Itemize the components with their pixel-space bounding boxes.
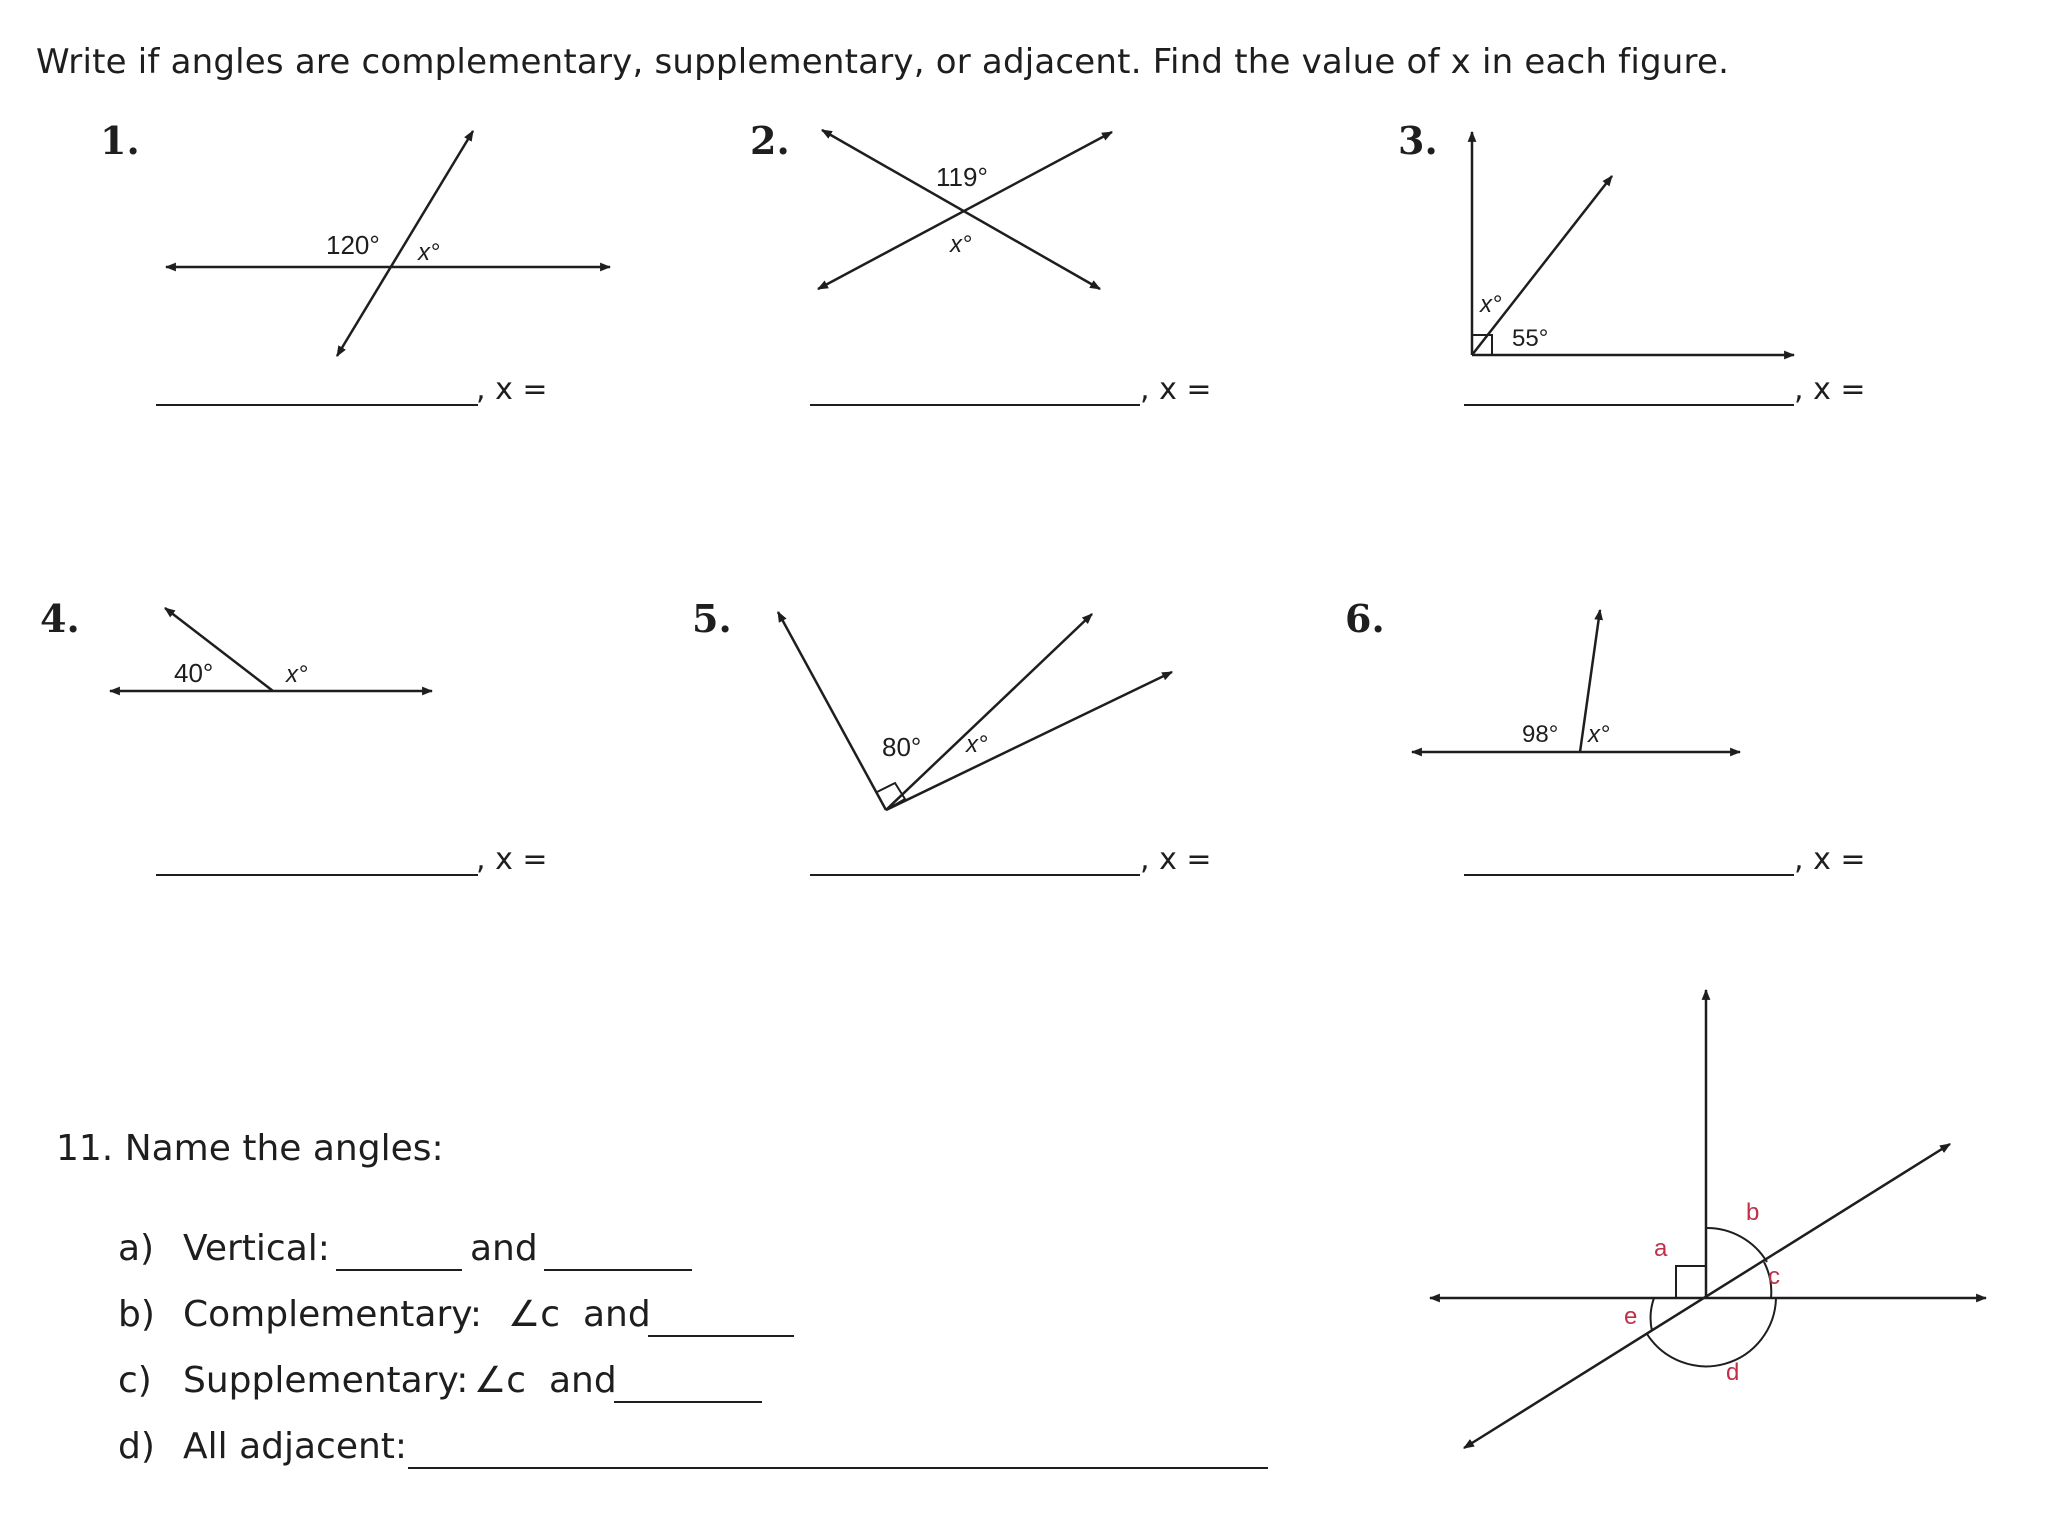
figure-6 xyxy=(1412,610,1740,752)
q11-arc-e xyxy=(1651,1298,1654,1331)
answer-1-x: , x = xyxy=(476,372,548,407)
fig5-ray-left xyxy=(778,612,886,810)
fig5-ray-right xyxy=(886,672,1172,810)
q11-arc-d xyxy=(1647,1298,1776,1366)
answer-2-x: , x = xyxy=(1140,372,1212,407)
q11-d-text: All adjacent: xyxy=(183,1426,408,1467)
q11-label-c: c xyxy=(1768,1263,1780,1290)
q11-arc-b xyxy=(1706,1228,1767,1262)
figure-1 xyxy=(166,131,610,356)
question-11-title: 11. Name the angles: xyxy=(56,1128,444,1169)
fig4-label-x: x° xyxy=(286,661,308,688)
fig5-ray-middle xyxy=(886,614,1092,810)
q11-label-b: b xyxy=(1746,1199,1760,1226)
problem-1-number: 1. xyxy=(100,118,140,163)
q11-c-mid: ∠c and xyxy=(474,1360,617,1401)
q11-b-mid: ∠c and xyxy=(508,1294,651,1335)
q11-a-letter: a) xyxy=(118,1228,155,1269)
problem-3-number: 3. xyxy=(1398,118,1438,163)
fig3-label-x: x° xyxy=(1480,291,1502,318)
q11-b-text: Complementary: xyxy=(183,1294,483,1335)
fig1-label-120: 120° xyxy=(326,230,380,260)
figure-2 xyxy=(818,130,1112,289)
q11-diagram xyxy=(1430,990,1986,1448)
fig3-label-55: 55° xyxy=(1512,325,1549,352)
q11-label-a: a xyxy=(1654,1235,1668,1262)
fig2-label-x: x° xyxy=(950,231,972,258)
fig5-label-80: 80° xyxy=(882,732,922,762)
problem-6-number: 6. xyxy=(1345,596,1385,641)
fig5-label-x: x° xyxy=(966,731,988,758)
fig6-label-98: 98° xyxy=(1522,721,1559,748)
fig2-label-119: 119° xyxy=(936,162,988,192)
figure-3 xyxy=(1472,132,1794,355)
answer-3-x: , x = xyxy=(1794,372,1866,407)
q11-a-text: Vertical: xyxy=(183,1228,330,1269)
q11-c-text: Supplementary: xyxy=(183,1360,469,1401)
answer-5-x: , x = xyxy=(1140,842,1212,877)
problem-4-number: 4. xyxy=(40,596,80,641)
fig4-label-40: 40° xyxy=(174,658,214,688)
q11-right-angle-mark xyxy=(1676,1266,1706,1298)
answer-blank-lines xyxy=(156,405,1794,1468)
q11-label-e: e xyxy=(1624,1303,1638,1330)
q11-label-d: d xyxy=(1726,1359,1740,1386)
fig6-label-x: x° xyxy=(1588,721,1610,748)
q11-a-mid: and xyxy=(470,1228,538,1269)
fig2-line-b xyxy=(818,132,1112,289)
q11-d-letter: d) xyxy=(118,1426,155,1467)
figure-4 xyxy=(110,608,432,691)
answer-6-x: , x = xyxy=(1794,842,1866,877)
q11-c-letter: c) xyxy=(118,1360,152,1401)
problem-5-number: 5. xyxy=(692,596,732,641)
figure-5 xyxy=(778,612,1172,810)
q11-b-letter: b) xyxy=(118,1294,155,1335)
answer-4-x: , x = xyxy=(476,842,548,877)
problem-2-number: 2. xyxy=(750,118,790,163)
fig1-label-x: x° xyxy=(418,239,440,266)
instructions: Write if angles are complementary, supplementary, or adjacent. Find the value of x in each figure. xyxy=(36,42,1730,82)
